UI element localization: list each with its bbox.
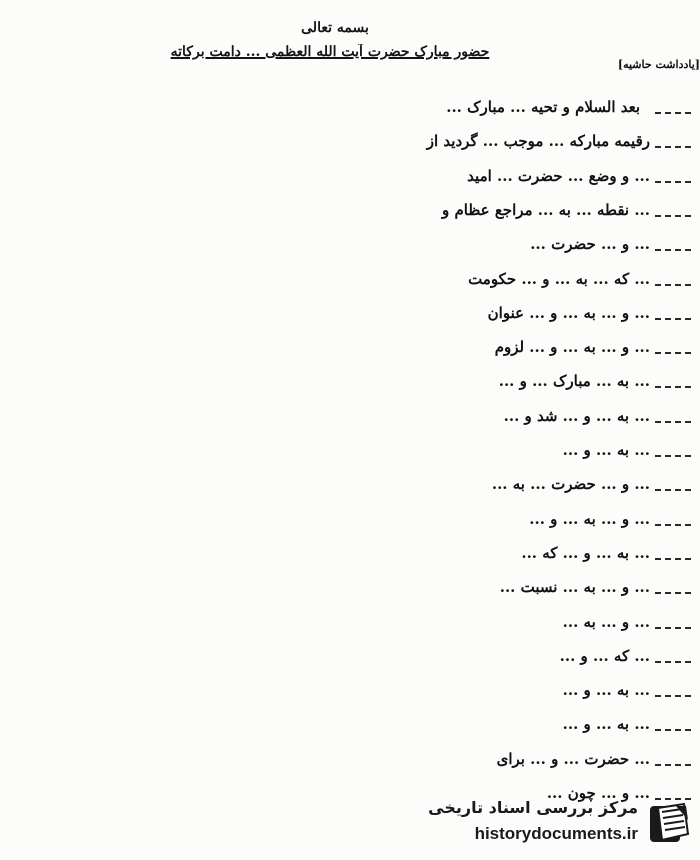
margin-dashes <box>655 60 695 820</box>
margin-dash <box>655 695 691 697</box>
document-line: ... به ... مبارک ... و ... <box>498 372 650 391</box>
margin-dash <box>655 284 691 286</box>
margin-dash <box>655 729 691 731</box>
document-line: ... به ... و ... شد و ... <box>503 406 650 425</box>
margin-dash <box>655 318 691 320</box>
document-line: ... حضرت ... و ... برای <box>496 749 650 768</box>
document-line: ... به ... و ... <box>562 715 650 734</box>
margin-note: [یادداشت حاشیه] <box>617 58 700 71</box>
margin-dash <box>655 352 691 354</box>
margin-dash <box>655 592 691 594</box>
margin-dash <box>655 661 691 663</box>
document-archive-logo-icon <box>646 800 692 846</box>
document-line: ... و وضع ... حضرت ... امید <box>467 166 650 185</box>
document-heading-top: بسمه تعالی <box>301 20 369 36</box>
margin-dash <box>655 386 691 388</box>
document-line: ... و ... به ... و ... عنوان <box>487 303 650 322</box>
margin-dash <box>655 764 691 766</box>
document-line: ... به ... و ... که ... <box>521 543 650 562</box>
document-line: بعد السلام و تحیه ... مبارک ... <box>446 98 640 116</box>
watermark-text-en: historydocuments.ir <box>474 824 638 843</box>
document-line: ... و ... حضرت ... به ... <box>491 475 650 494</box>
document-line: ... به ... و ... <box>562 681 650 700</box>
document-heading-address: حضور مبارک حضرت آیت الله العظمی ... دامت برکاته <box>170 44 490 60</box>
margin-dash <box>655 215 691 217</box>
document-line: ... و ... به ... <box>562 612 650 631</box>
document-line: ... و ... به ... و ... <box>529 509 650 528</box>
margin-dash <box>655 489 691 491</box>
margin-dash <box>655 146 691 148</box>
document-line: رقیمه مبارکه ... موجب ... گردید از <box>426 132 650 151</box>
document-line: ... و ... چون ... <box>546 784 650 802</box>
margin-dash <box>655 421 691 423</box>
margin-dash <box>655 112 691 114</box>
margin-dash <box>655 249 691 251</box>
margin-dash <box>655 627 691 629</box>
watermark-text-fa: مرکز بررسی اسناد تاریخی <box>428 798 638 817</box>
document-line: ... و ... حضرت ... <box>530 235 650 254</box>
watermark <box>392 794 692 854</box>
document-line: ... نقطه ... به ... مراجع عظام و <box>442 200 650 219</box>
margin-dash <box>655 181 691 183</box>
margin-dash <box>655 524 691 526</box>
document-line: ... و ... به ... نسبت ... <box>499 578 650 597</box>
document-line: ... که ... و ... <box>559 646 650 665</box>
margin-dash <box>655 558 691 560</box>
document-line: ... و ... به ... و ... لزوم <box>494 338 650 357</box>
document-line: ... به ... و ... <box>562 441 650 459</box>
document-line: ... که ... به ... و ... حکومت <box>468 269 650 288</box>
margin-dash <box>655 455 691 457</box>
